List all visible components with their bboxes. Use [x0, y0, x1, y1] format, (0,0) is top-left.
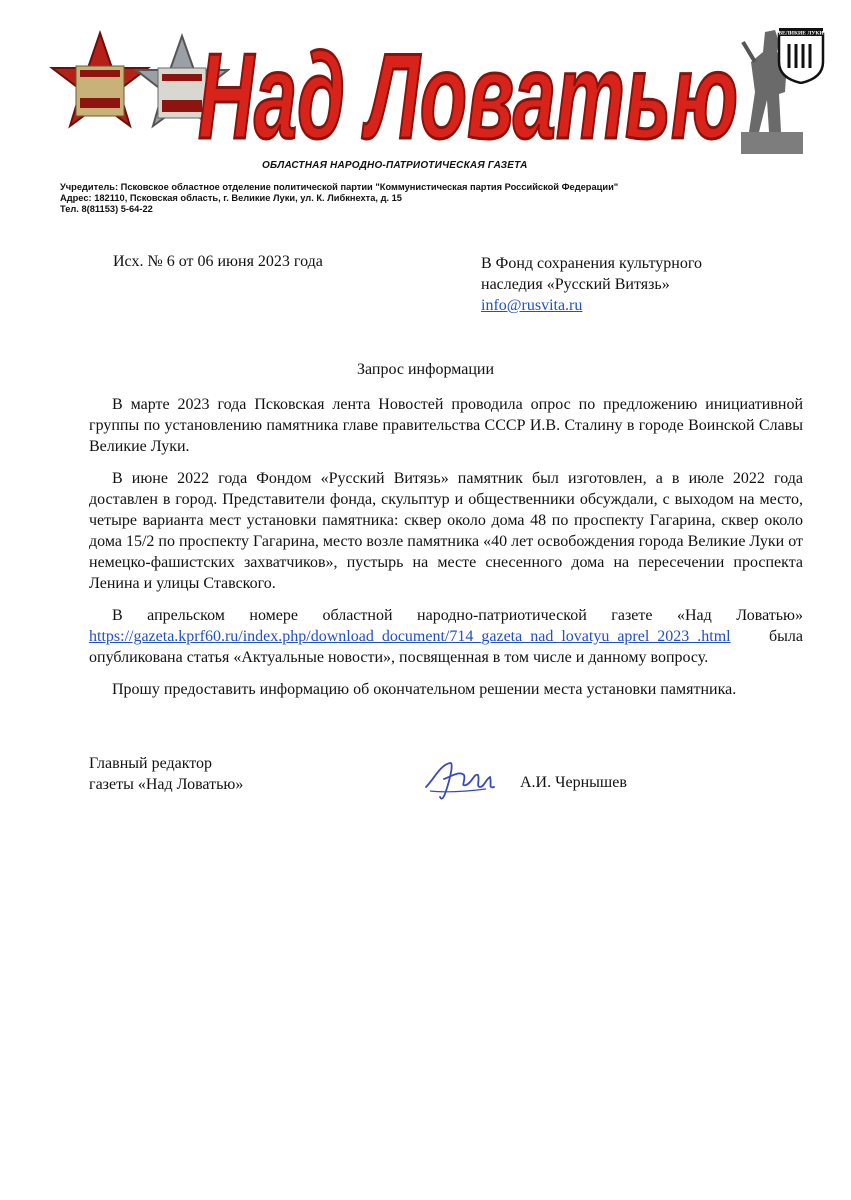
article-download-link[interactable]: https://gazeta.kprf60.ru/index.php/download_document/714_gazeta_nad_lovatyu_aprel_2023_.html — [89, 628, 731, 645]
paragraph-3 — [89, 605, 803, 668]
letter-body — [89, 394, 803, 711]
newspaper-title — [190, 20, 750, 160]
publisher-info — [60, 182, 618, 215]
address-line: Адрес: 182110, Псковская область, г. Великие Луки, ул. К. Либкнехта, д. 15 — [60, 193, 402, 203]
paragraph-3-end: была опубликована статья «Актуальные новости», посвященная в том числе и данному вопросу. — [89, 628, 803, 666]
addressee-email-link[interactable]: info@rusvita.ru — [481, 297, 583, 314]
addressee-line-1: В Фонд сохранения культурного — [481, 255, 702, 272]
signer-name: А.И. Чернышев — [520, 774, 627, 791]
outgoing-reference: Исх. № 6 от 06 июня 2023 года — [113, 253, 323, 270]
addressee-line-2: наследия «Русский Витязь» — [481, 276, 670, 293]
founder-line: Учредитель: Псковское областное отделение политической партии "Коммунистическая партия Российской Федерации" — [60, 182, 619, 192]
signer-position-line-1: Главный редактор — [89, 755, 213, 772]
phone-line: Тел. 8(81153) 5-64-22 — [60, 204, 153, 214]
paragraph-2: В июне 2022 года Фондом «Русский Витязь» памятник был изготовлен, а в июле 2022 года доставлен в город. Представители фонда, скульптур и общественники обсуждали, с выходом на место, четыре варианта мест установки памятника: сквер около дома 48 по проспекту Гагарина, сквер около дома 15/2 по проспекту Гагарина, место возле памятника «40 лет освобождения города Великие Луки от немецко-фашистских захватчиков», пустырь на месте снесенного дома на пересечении проспекта Ленина и улицы Ставского. — [89, 470, 803, 592]
star-badge-left — [52, 33, 148, 126]
addressee-block — [481, 253, 702, 316]
newspaper-title-text: Над Ловатью — [198, 28, 738, 160]
newspaper-masthead — [0, 0, 851, 225]
signer-position — [89, 753, 243, 795]
handwritten-signature-icon — [420, 757, 500, 803]
newspaper-subtitle: ОБЛАСТНАЯ НАРОДНО-ПАТРИОТИЧЕСКАЯ ГАЗЕТА — [262, 160, 528, 171]
paragraph-4: Прошу предоставить информацию об окончательном решении места установки памятника. — [112, 681, 737, 698]
paragraph-3-start: В апрельском номере областной народно-патриотической газете «Над Ловатью» — [112, 607, 803, 624]
paragraph-1: В марте 2023 года Псковская лента Новостей проводила опрос по предложению инициативной группы по установлению памятника главе правительства СССР И.В. Сталину в городе Воинской Славы Великие Луки. — [89, 396, 803, 455]
city-crest-text: ВЕЛИКИЕ ЛУКИ — [778, 30, 824, 37]
request-title: Запрос информации — [356, 361, 495, 378]
signer-position-line-2: газеты «Над Ловатью» — [89, 776, 244, 793]
city-crest-icon — [776, 26, 826, 84]
